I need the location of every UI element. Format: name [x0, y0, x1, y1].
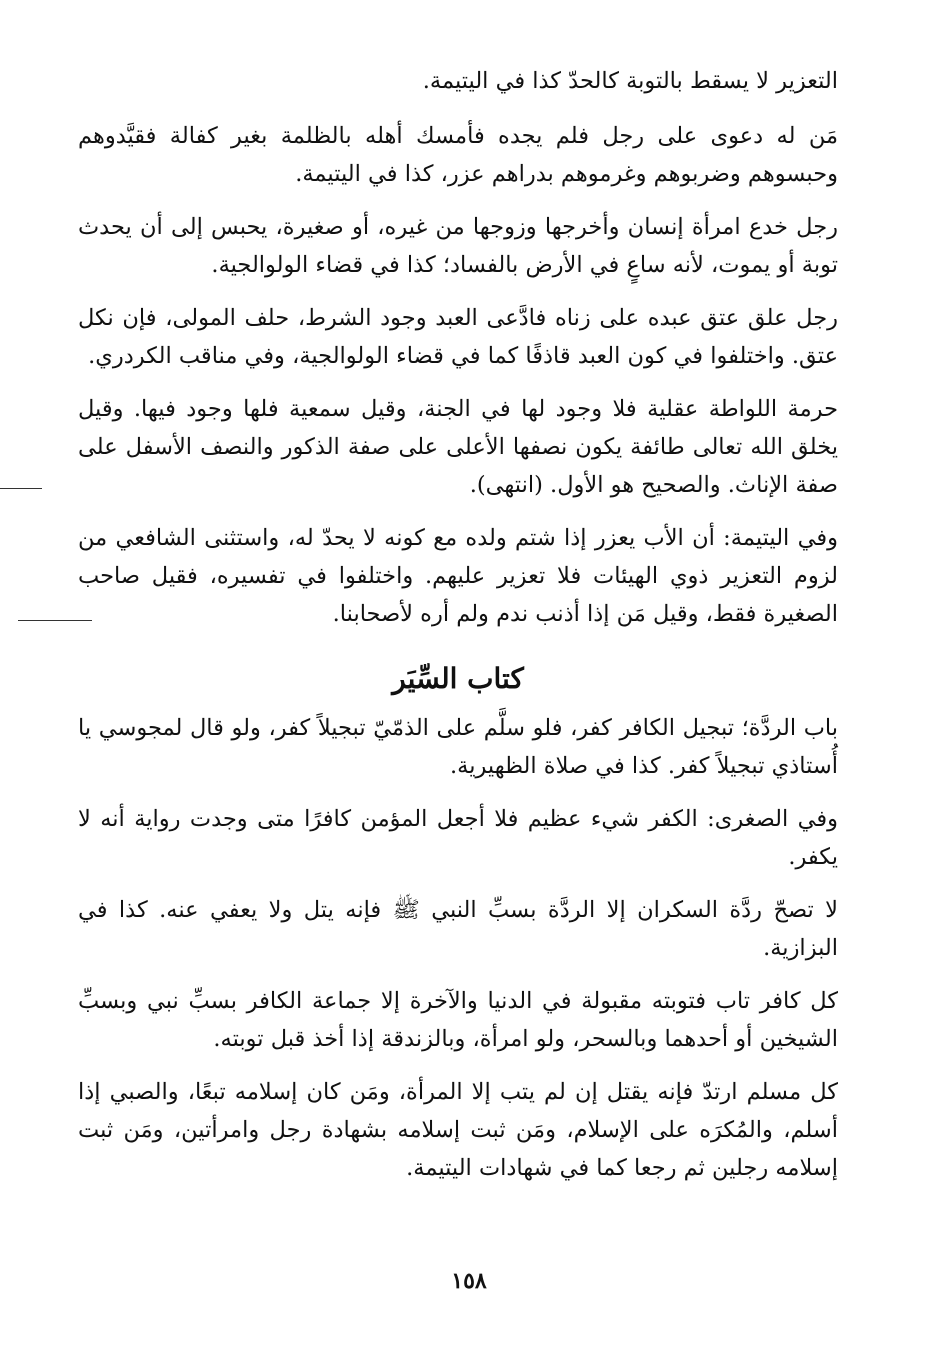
- paragraph: وفي الصغرى: الكفر شيء عظيم فلا أجعل المؤمن كافرًا متى وجدت رواية أنه لا يكفر.: [78, 806, 838, 870]
- paragraph: حرمة اللواطة عقلية فلا وجود لها في الجنة، وقيل سمعية فلها وجود فيها. وقيل يخلق الله تعالى طائفة يكون نصفها الأعلى على صفة الذكور والنصف الأسفل على صفة الإناث. والصحيح هو الأول. (انتهى).: [78, 396, 838, 498]
- paragraph: كل كافر تاب فتوبته مقبولة في الدنيا والآخرة إلا جماعة الكافر بسبِّ نبي وبسبِّ الشيخين أو أحدهما وبالسحر، ولو امرأة، وبالزندقة إذا أخذ قبل توبته.: [78, 988, 838, 1052]
- paragraph: لا تصحّ ردَّة السكران إلا الردَّة بسبِّ النبي ﷺ فإنه يتل ولا يعفي عنه. كذا في البزازية.: [78, 897, 838, 961]
- page-number: ١٥٨: [451, 1268, 487, 1294]
- body-text: [78, 62, 838, 1202]
- paragraph: التعزير لا يسقط بالتوبة كالحدّ كذا في اليتيمة.: [422, 68, 838, 94]
- section-title: كتاب السِّيَر: [392, 662, 524, 695]
- paragraph: رجل علق عتق عبده على زناه فادَّعى العبد وجود الشرط، حلف المولى، فإن نكل عتق. واختلفوا في كون العبد قاذفًا كما في قضاء الولوالجية، وفي مناقب الكردري.: [78, 305, 838, 369]
- margin-line-mark: [0, 488, 42, 489]
- paragraph: مَن له دعوى على رجل فلم يجده فأمسك أهله بالظلمة بغير كفالة فقيَّدوهم وحبسوهم وضربوهم وغرموهم بدراهم عزر، كذا في اليتيمة.: [78, 123, 838, 187]
- paragraph: وفي اليتيمة: أن الأب يعزر إذا شتم ولده مع كونه لا يحدّ له، واستثنى الشافعي من لزوم التعزير ذوي الهيئات فلا تعزير عليهم. واختلفوا في تفسيره، فقيل صاحب الصغيرة فقط، وقيل مَن إذا أذنب ندم ولم أره لأصحابنا.: [78, 525, 838, 627]
- paragraph: باب الردَّة؛ تبجيل الكافر كفر، فلو سلَّم على الذمّيّ تبجيلاً كفر، ولو قال لمجوسي يا أُستاذي تبجيلاً كفر. كذا في صلاة الظهيرية.: [78, 715, 838, 779]
- paragraph: كل مسلم ارتدّ فإنه يقتل إن لم يتب إلا المرأة، ومَن كان إسلامه تبعًا، والصبي إذا أسلم، والمُكرَه على الإسلام، ومَن ثبت إسلامه بشهادة رجل وامرأتين، ومَن ثبت إسلامه رجلين ثم رجعا كما في شهادات اليتيمة.: [78, 1079, 838, 1181]
- paragraph: رجل خدع امرأة إنسان وأخرجها وزوجها من غيره، أو صغيرة، يحبس إلى أن يحدث توبة أو يموت، لأنه ساعٍ في الأرض بالفساد؛ كذا في قضاء الولوالجية.: [78, 214, 838, 278]
